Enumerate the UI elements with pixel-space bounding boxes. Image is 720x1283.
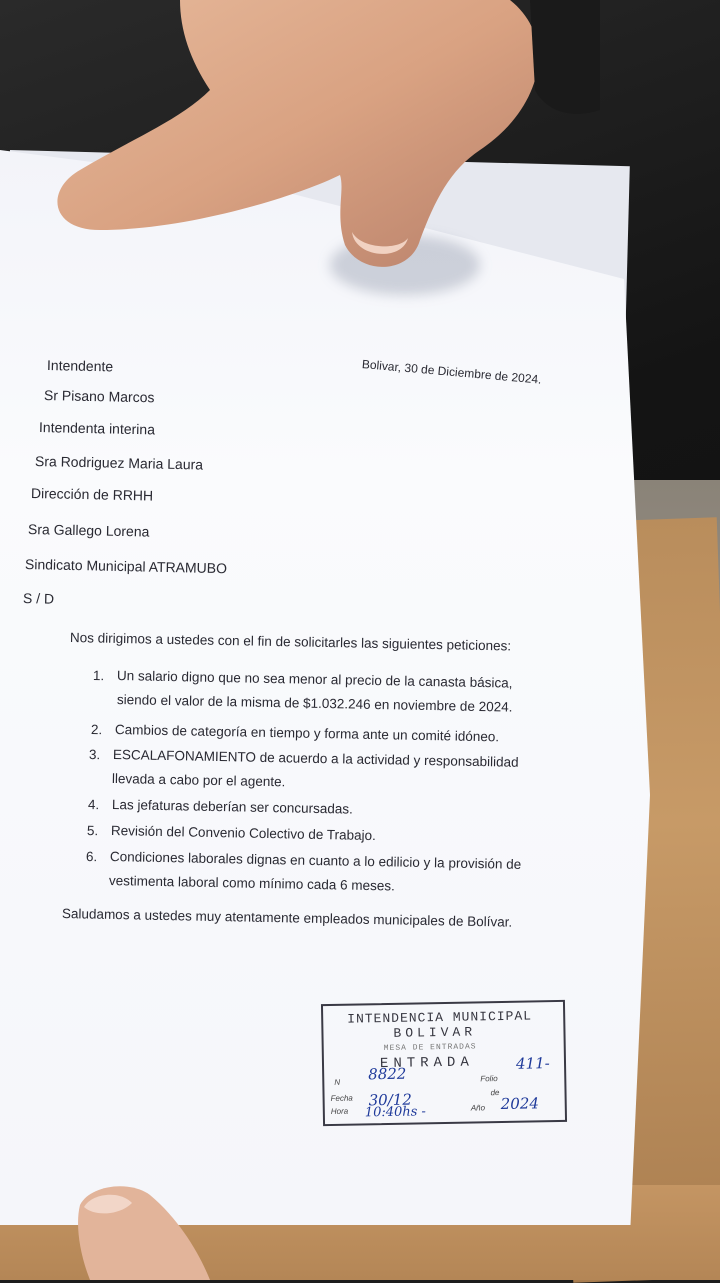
handwritten-time: 10:40hs - xyxy=(364,1104,427,1121)
recipient-line: S / D xyxy=(22,590,55,607)
stamp-label-time: Hora xyxy=(330,1106,349,1116)
petition-text: vestimenta laboral como mínimo cada 6 meses. xyxy=(108,873,395,894)
petition-number: 3. xyxy=(88,747,101,763)
petition-number: 4. xyxy=(87,797,100,813)
stamp-label-date: Fecha xyxy=(330,1093,353,1103)
petition-text: Las jefaturas deberían ser concursadas. xyxy=(111,797,353,817)
letter-date: Bolivar, 30 de Diciembre de 2024. xyxy=(361,357,543,387)
handwritten-folio: 411- xyxy=(515,1054,550,1073)
recipient-line: Sra Rodriguez Maria Laura xyxy=(34,453,204,473)
handwritten-date: 30/12 xyxy=(368,1090,413,1110)
holding-hand-image xyxy=(40,0,600,270)
recipient-line: Sra Gallego Lorena xyxy=(27,521,150,540)
stamp-city: BOLIVAR xyxy=(393,1024,477,1041)
petition-number: 5. xyxy=(86,823,99,839)
stamp-title: INTENDENCIA MUNICIPAL xyxy=(347,1008,533,1027)
letter-intro: Nos dirigimos a ustedes con el fin de solicitarles las siguientes peticiones: xyxy=(69,630,512,654)
petition-text: Cambios de categoría en tiempo y forma ante un comité idóneo. xyxy=(114,722,500,745)
petition-text: ESCALAFONAMIENTO de acuerdo a la actividad y responsabilidad xyxy=(112,747,519,770)
recipient-line: Intendenta interina xyxy=(38,419,156,438)
petition-text: Un salario digno que no sea menor al precio de la canasta básica, xyxy=(116,668,513,691)
stamp-entry: ENTRADA xyxy=(379,1054,474,1073)
bottom-thumb-image xyxy=(70,1185,230,1280)
recipient-line: Sindicato Municipal ATRAMUBO xyxy=(24,556,228,577)
stamp-office: MESA DE ENTRADAS xyxy=(383,1042,477,1054)
petition-text: llevada a cabo por el agente. xyxy=(111,771,286,790)
petition-text: siendo el valor de la misma de $1.032.246 en noviembre de 2024. xyxy=(116,692,513,715)
handwritten-number: 8822 xyxy=(368,1064,407,1084)
petition-text: Revisión del Convenio Colectivo de Trabajo. xyxy=(110,823,377,844)
stamp-label-of: de xyxy=(490,1088,500,1098)
reception-stamp xyxy=(321,1000,567,1126)
recipient-line: Intendente xyxy=(46,357,114,375)
stamp-label-year: Año xyxy=(470,1103,486,1113)
petition-number: 6. xyxy=(85,849,98,865)
stamp-label-number: N xyxy=(334,1077,341,1087)
petition-number: 1. xyxy=(92,668,105,684)
stamp-label-folio: Folio xyxy=(480,1074,498,1084)
recipient-line: Sr Pisano Marcos xyxy=(43,387,155,406)
recipient-line: Dirección de RRHH xyxy=(30,485,154,504)
letter-closing: Saludamos a ustedes muy atentamente empleados municipales de Bolívar. xyxy=(61,906,513,930)
handwritten-year: 2024 xyxy=(500,1094,540,1114)
petition-text: Condiciones laborales dignas en cuanto a lo edilicio y la provisión de xyxy=(109,849,522,872)
petition-number: 2. xyxy=(90,722,103,738)
